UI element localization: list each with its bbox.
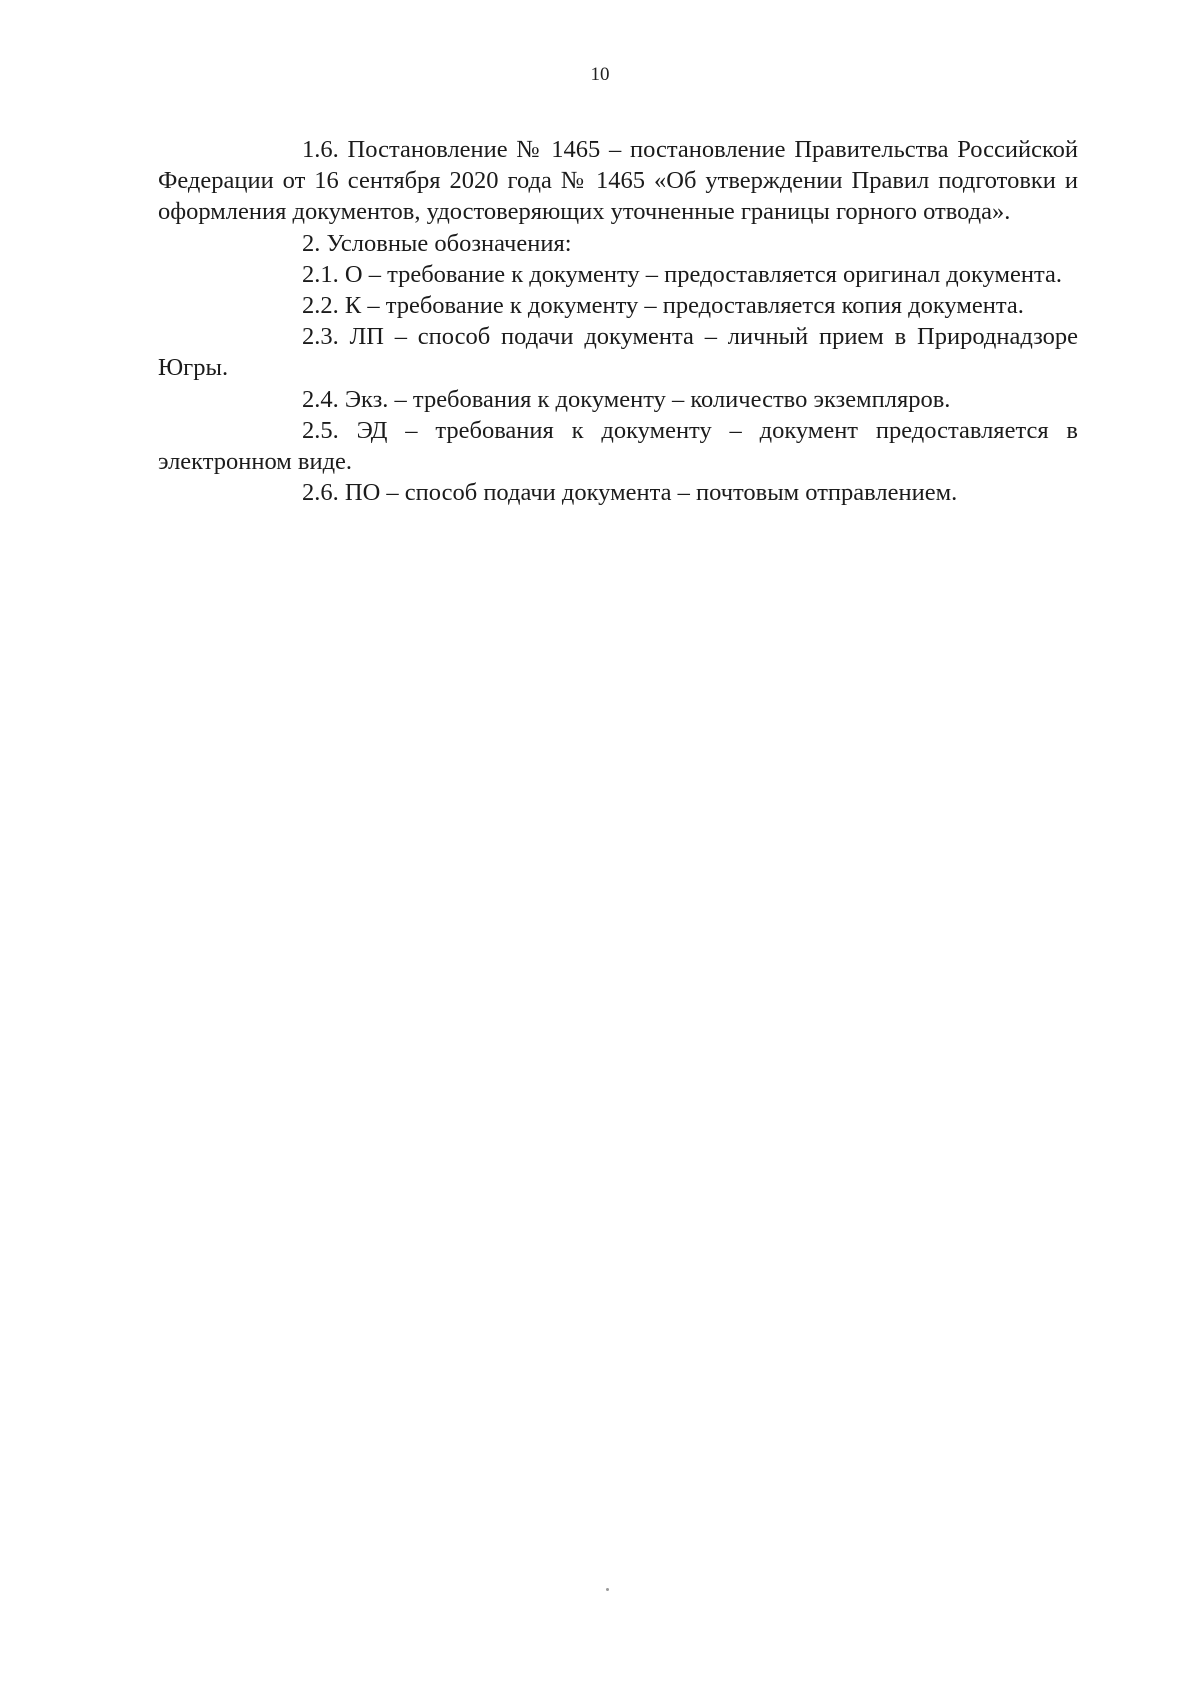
paragraph-text: К – требование к документу – предоставляется копия документа. <box>344 292 1024 320</box>
paragraph-number: 1.6. <box>302 136 339 163</box>
paragraph-number: 2.2. <box>302 292 339 320</box>
paragraph-text: Экз. – требования к документу – количество экземпляров. <box>344 385 951 413</box>
paragraph-number: 2.6. <box>302 479 339 507</box>
paragraph-2-3 <box>158 321 1078 383</box>
paragraph-text: ЛП – способ подачи документа – личный прием в Природнадзоре Югры. <box>158 323 1078 382</box>
paragraph-2 <box>158 228 1078 259</box>
paragraph-text: Постановление № 1465 – постановление Правительства Российской Федерации от 16 сентября 2020 года № 1465 «Об утверждении Правил подготовки и оформления документов, удостоверяющих уточненные границы горного отвода». <box>158 136 1079 226</box>
paragraph-number: 2.5. <box>302 416 339 444</box>
paragraph-2-5 <box>158 415 1078 477</box>
paragraph-2-2 <box>158 290 1078 321</box>
paragraph-number: 2.1. <box>302 260 339 288</box>
page-number: 10 <box>590 64 610 85</box>
paragraph-1-6 <box>158 134 1078 228</box>
paragraph-2-6 <box>158 477 1078 508</box>
document-body <box>158 134 1078 508</box>
paragraph-2-1 <box>158 259 1078 290</box>
paragraph-text: ПО – способ подачи документа – почтовым отправлением. <box>344 479 958 507</box>
paragraph-text: О – требование к документу – предоставляется оригинал документа. <box>344 260 1063 288</box>
paragraph-number: 2.4. <box>302 385 339 413</box>
paragraph-text: Условные обозначения: <box>326 229 572 257</box>
paragraph-number: 2. <box>302 229 321 257</box>
paragraph-2-4 <box>158 384 1078 415</box>
scan-speck <box>606 1588 609 1591</box>
paragraph-number: 2.3. <box>302 323 339 351</box>
paragraph-text: ЭД – требования к документу – документ предоставляется в электронном виде. <box>158 416 1079 476</box>
